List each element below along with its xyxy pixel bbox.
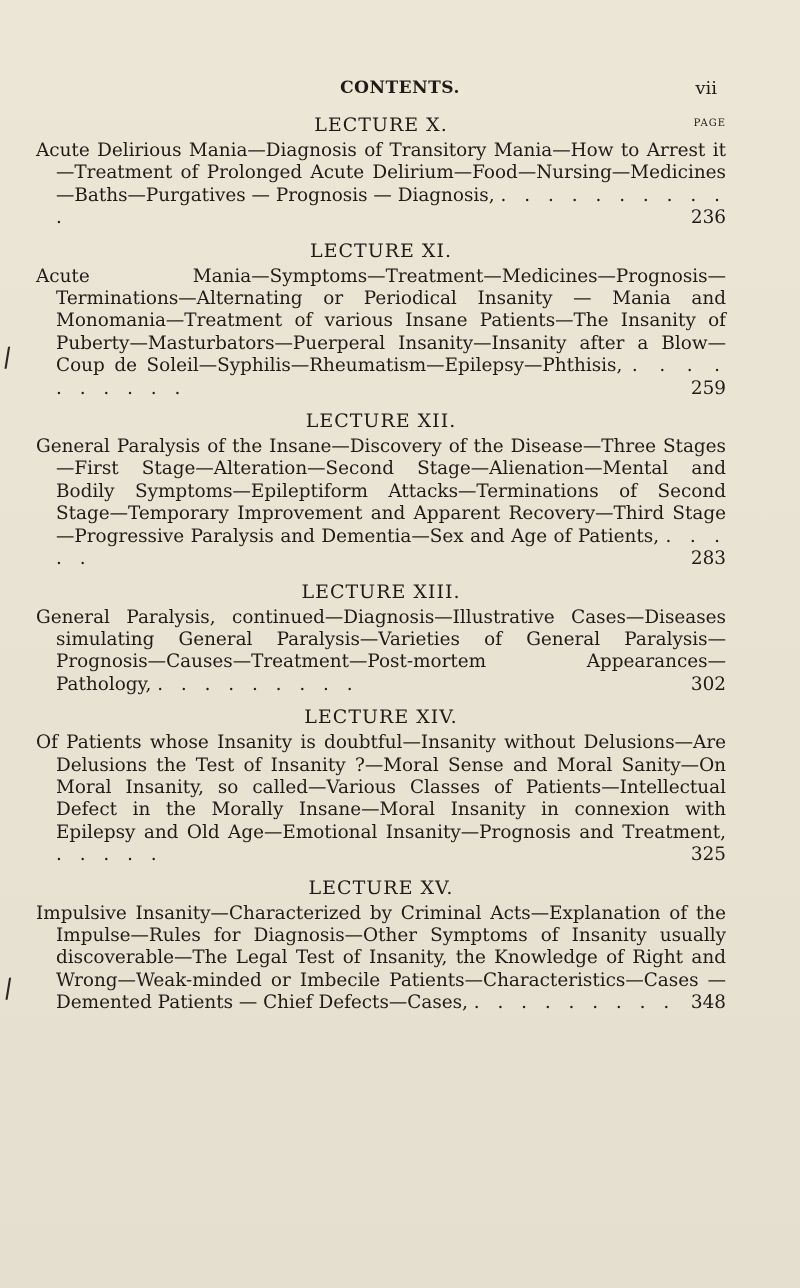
lecture-heading: LECTURE XII.	[305, 410, 457, 433]
page-number: 348	[690, 992, 726, 1014]
running-head-title: CONTENTS.	[340, 78, 460, 98]
toc-entry	[36, 581, 726, 697]
page-number: 283	[690, 548, 726, 570]
dot-leader: . . . . .	[56, 525, 726, 570]
toc-entry	[36, 877, 726, 1015]
dot-leader: . . . . . . . . . .	[56, 355, 726, 399]
dot-leader: . . . . .	[56, 844, 163, 866]
lecture-heading: LECTURE XI.	[310, 239, 452, 262]
entry-summary: Acute Delirious Mania—Diagnosis of Transitory Mania—How to Arrest it—Treatment of Prolonged Acute Delirium—Food—Nursing—Medicines—Baths—Purgatives — Prognosis — Diagnosis,	[36, 140, 726, 206]
entry-summary: General Paralysis, continued—Diagnosis—Illustrative Cases—Diseases simulating General Paralysis—Varieties of General Paralysis—Prognosis—Causes—Treatment—Post-mortem Appearances—Pathology,	[36, 606, 726, 695]
entry-summary: Acute Mania—Symptoms—Treatment—Medicines—Prognosis—Terminations—Alternating or Periodical Insanity — Mania and Monomania—Treatment of various Insane Patients—The Insanity of Puberty—Masturbators—Puerperal Insanity—Insanity after a Blow—Coup de Soleil—Syphilis—Rheumatism—Epilepsy—Phthisis,	[36, 265, 726, 377]
toc-entry	[36, 706, 726, 866]
dot-leader: . . . . . . . . .	[473, 992, 676, 1014]
dot-leader: . . . . . . . . .	[157, 673, 359, 695]
entry-summary: Impulsive Insanity—Characterized by Criminal Acts—Explanation of the Impulse—Rules for Diagnosis—Other Symptoms of Insanity usually discoverable—The Legal Test of Insanity, the Knowledge of Right and Wrong—Weak-minded or Imbecile Patients—Characteristics—Cases — Demented Patients — Chief Defects—Cases,	[36, 902, 726, 1014]
entry-summary: Of Patients whose Insanity is doubtful—Insanity without Delusions—Are Delusions the Test of Insanity ?—Moral Sense and Moral Sanity—On Moral Insanity, so called—Various Classes of Patients—Intellectual Defect in the Morally Insane—Moral Insanity in connexion with Epilepsy and Old Age—Emotional Insanity—Prognosis and Treatment,	[36, 732, 726, 843]
toc-entry	[36, 240, 726, 400]
page-number: 259	[690, 377, 726, 399]
page-number: 236	[690, 207, 726, 229]
pencil-check-mark-icon: /	[1, 973, 15, 1005]
toc-entry	[36, 410, 726, 570]
lecture-heading: LECTURE XIII.	[301, 580, 461, 603]
page-number: 325	[690, 844, 726, 866]
page-column-label: PAGE	[693, 118, 726, 129]
toc-entry	[36, 114, 726, 230]
dot-leader: . . . . . . . . . . .	[56, 184, 726, 229]
lecture-heading: LECTURE X.	[314, 114, 448, 136]
pencil-check-mark-icon: /	[0, 342, 14, 374]
contents-list	[36, 114, 726, 1015]
running-head	[0, 74, 800, 104]
entry-summary: General Paralysis of the Insane—Discovery of the Disease—Three Stages—First Stage—Alteration—Second Stage—Alienation—Mental and Bodily Symptoms—Epileptiform Attacks—Terminations of Second Stage—Temporary Improvement and Apparent Recovery—Third Stage—Progressive Paralysis and Dementia—Sex and Age of Patients,	[36, 436, 726, 547]
lecture-heading: LECTURE XV.	[308, 876, 454, 899]
lecture-heading: LECTURE XIV.	[304, 706, 458, 729]
page-number: 302	[690, 673, 726, 695]
page-folio: vii	[695, 78, 717, 99]
